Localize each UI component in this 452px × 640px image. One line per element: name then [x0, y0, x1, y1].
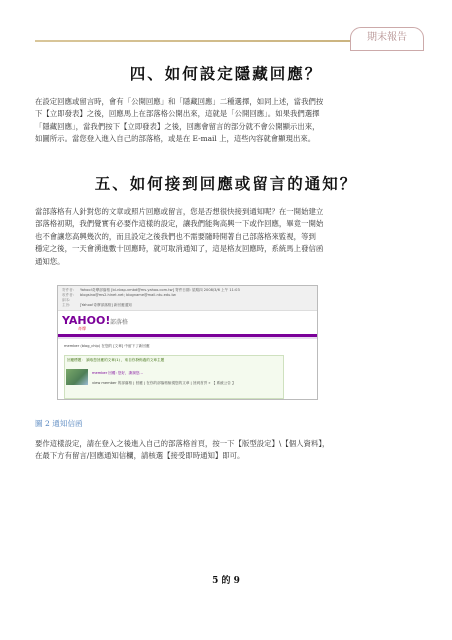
text-line: 通知您。 — [35, 256, 65, 266]
section4-heading: 四、如何設定隱藏回應？ — [129, 65, 323, 83]
page-number: 5 的 9 — [212, 576, 240, 586]
text-line: 在最下方有留言/回應通知信欄，請核選【接受即時通知】即可。 — [35, 451, 245, 461]
blog-brand: 部落格 — [110, 319, 129, 326]
text-line: 要作這樣設定，請在登入之後進入自己的部落格首頁，按一下【版型設定】\【個人資料】， — [35, 439, 330, 448]
yahoo-logo: YAHOO! — [62, 314, 111, 327]
photo-thumbnail — [66, 369, 88, 385]
figure-caption: 圖 2 通知信函 — [35, 419, 83, 428]
email-from-row: 寄件者: Yahoo!奇摩部落格 [bl-nbsp-vmbd@ms.yahoo.com.tw] 寄件日期: 星期四 2008/3/6 上午 11:03 — [62, 288, 240, 292]
header-tab: 期末報告 — [350, 27, 424, 51]
reply-line[interactable]: member 回覆: 您好，謝謝您... — [92, 371, 143, 375]
email-header — [58, 286, 317, 311]
section5-heading: 五、如何接到回應或留言的通知？ — [94, 175, 358, 193]
email-cc-row: 副本: — [62, 298, 71, 302]
yahoo-logo-sub: 奇摩 — [78, 326, 86, 331]
email-screenshot — [57, 285, 318, 400]
section5-paragraph — [35, 206, 417, 268]
email-subject-row: 主旨: [Yahoo!奇摩部落格] 新回應通知 — [62, 303, 132, 307]
text-line: 穩定之後，一天會湧進數十回應時，就可取消通知了，這是格友回應時，系統馬上發信函 — [35, 244, 324, 254]
text-line: 部落格初期，我們覺實有必要作這樣的設定，讓我們能夠高興一下或作回應，畢竟一開始 — [35, 219, 324, 229]
text-line: 「隱藏回應」，當我們按下【立即發表】之後，回應會留言的部分就不會公開顯示出來， — [35, 121, 320, 131]
email-body — [58, 311, 317, 399]
reply-box-title[interactable]: 回應標題： 讀取您回應的文章(1) ，來自你發佈過的文章主題 — [67, 358, 165, 362]
section4-paragraph — [35, 96, 417, 146]
text-line: 如圖所示。當您登入進入自己的部落格，或是在 E-mail 上，這些內容就會顯現出來。 — [35, 134, 316, 144]
brand-bar-light — [58, 337, 317, 339]
text-line: 下【立即發表】之後，回應馬上在部落格公開出來，這就是「公開回應」。如果我們選擇 — [35, 109, 320, 119]
instructions-paragraph — [35, 438, 417, 463]
text-line: 當部落格有人針對您的文章或照片回應或留言，您是否想很快接到通知呢？在一開始建立 — [35, 207, 324, 216]
text-line: 在設定回應或留言時，會有「公開回應」和「隱藏回應」二種選擇，如同上述，當我們按 — [35, 97, 324, 106]
email-to-row: 收件者: blogsina@ms2.hinet.net; blogname@mail.ntu.edu.tw — [62, 293, 176, 297]
reply-links[interactable]: view member 的部落格 | 回應 | 在你的部落格檢視您的文章 | 回到首頁 » 【 系統公告 】 — [92, 381, 236, 385]
notify-line: member (blog_chip) 在您的 [文章] 中留下了新回應 — [64, 344, 150, 348]
text-line: 也不會讓您高興幾次的，而且設定之後我們也不需要隨時開著自己部落格來監視，等到 — [35, 231, 316, 241]
